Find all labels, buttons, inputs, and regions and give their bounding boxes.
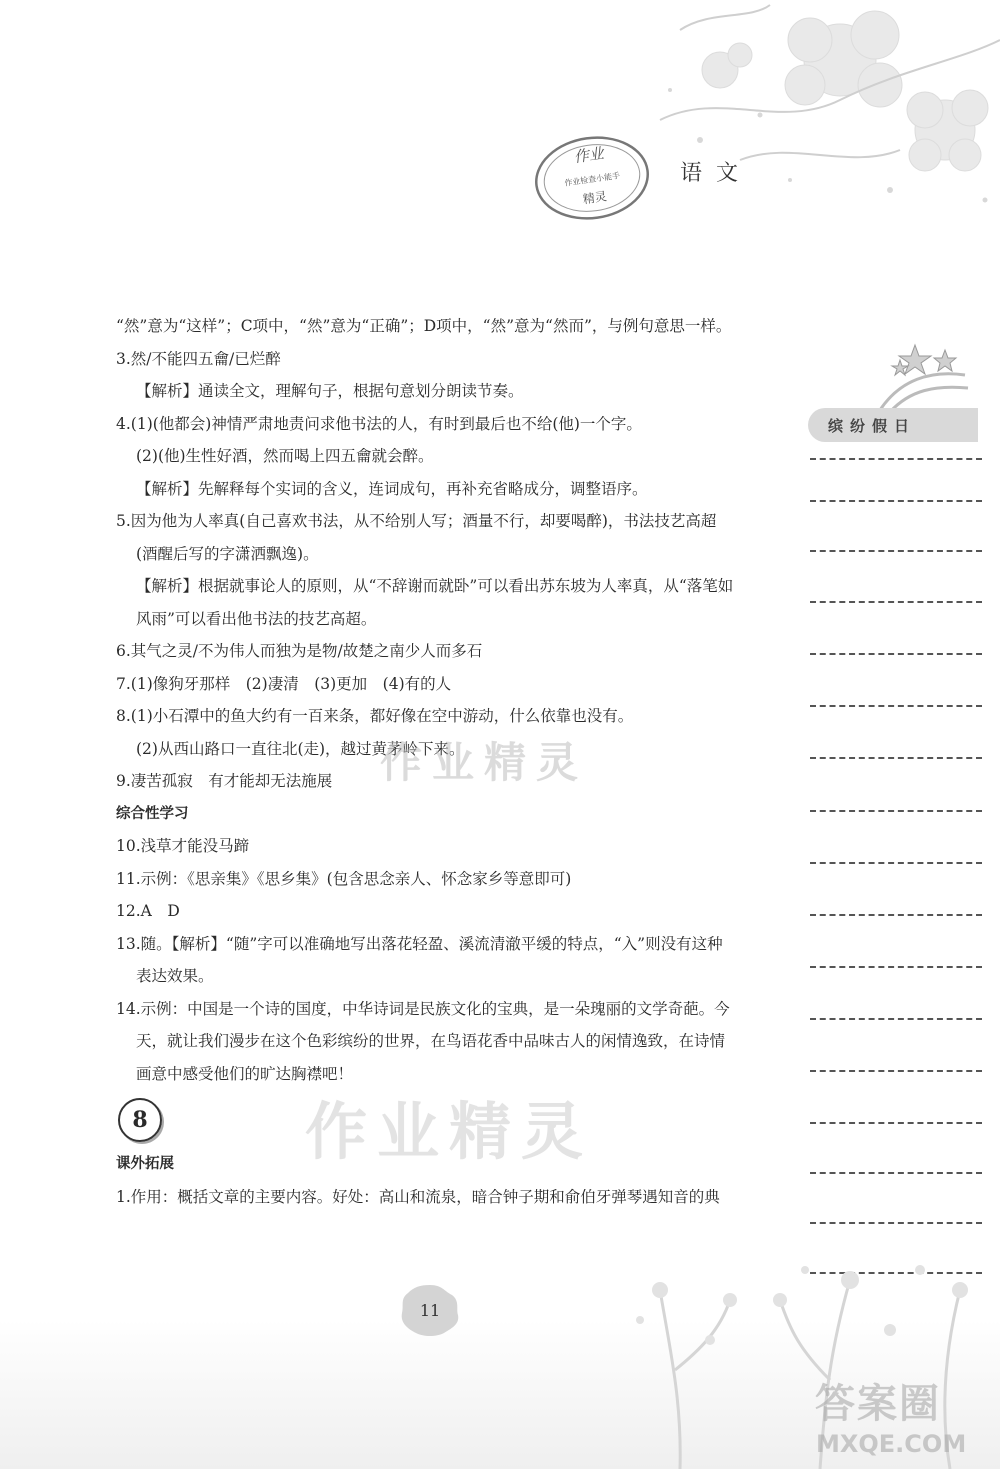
note-line: [810, 458, 982, 460]
section-heading: 课外拓展: [116, 1156, 174, 1172]
content-line: 12.A D: [116, 902, 180, 920]
content-line: 天，就让我们漫步在这个色彩缤纷的世界，在鸟语花香中品味古人的闲情逸致，在诗情: [136, 1032, 726, 1050]
note-line: [810, 810, 982, 812]
note-line: [810, 1018, 982, 1020]
content-line: (酒醒后写的字潇洒飘逸)。: [136, 544, 319, 563]
content-line: “然”意为“这样”；C项中，“然”意为“正确”；D项中，“然”意为“然而”，与例句意思一样。: [116, 317, 732, 335]
content-line: 10.浅草才能没马蹄: [116, 837, 250, 855]
content-line: 【解析】通读全文，理解句子，根据句意划分朗读节奏。: [136, 382, 524, 400]
svg-text:精灵: 精灵: [581, 189, 608, 207]
watermark: 作业精灵: [305, 1095, 594, 1168]
stars-icon: [870, 340, 970, 415]
page-number-label: 11: [419, 1300, 441, 1320]
content-line: 13.随。【解析】“随”字可以准确地写出落花轻盈、溪流清澈平缓的特点，“入”则没有这种: [116, 934, 723, 953]
content-line: 表达效果。: [136, 967, 214, 985]
site-url: MXQE.COM: [816, 1430, 967, 1458]
note-line: [810, 1122, 982, 1124]
content-line: (2)(他)生性好酒，然而喝上四五龠就会醉。: [136, 447, 434, 465]
content-line: 9.凄苦孤寂 有才能却无法施展: [116, 772, 333, 790]
stamp-seal: [530, 130, 655, 225]
lesson-number-badge: 8: [118, 1098, 162, 1142]
content-line: 5.因为他为人率真(自己喜欢书法，从不给别人写；酒量不行，却要喝醉)，书法技艺高超: [116, 512, 717, 530]
content-line: 6.其气之灵/不为伟人而独为是物/故楚之南少人而多石: [116, 642, 483, 660]
content-line: 7.(1)像狗牙那样 (2)凄清 (3)更加 (4)有的人: [116, 674, 452, 693]
note-line: [810, 862, 982, 864]
content-line: 画意中感受他们的旷达胸襟吧！: [136, 1064, 354, 1083]
note-line: [810, 1222, 982, 1224]
content-line: 11.示例：《思亲集》《思乡集》(包含思念亲人、怀念家乡等意即可): [116, 869, 572, 888]
watermark: 作业精灵: [380, 738, 589, 787]
content-line: 3.然/不能四五龠/已烂醉: [116, 349, 281, 368]
page-number: [400, 1283, 460, 1337]
site-logo: 答案圈: [815, 1381, 941, 1427]
svg-text:作业: 作业: [572, 144, 605, 167]
note-line: [810, 966, 982, 968]
floral-decoration: [640, 0, 1000, 230]
note-line: [810, 653, 982, 655]
content-line: 风雨”可以看出他书法的技艺高超。: [136, 609, 377, 628]
note-line: [810, 757, 982, 759]
note-line: [810, 1172, 982, 1174]
note-line: [810, 550, 982, 552]
note-line: [810, 705, 982, 707]
note-line: [810, 500, 982, 502]
note-line: [810, 1070, 982, 1072]
subject-title: 语文: [680, 161, 753, 186]
section-heading: 综合性学习: [116, 805, 189, 822]
svg-text:作业检查小能手: 作业检查小能手: [563, 171, 621, 188]
content-line: 1.作用：概括文章的主要内容。好处：高山和流泉，暗合钟子期和俞伯牙弹琴遇知音的典: [116, 1187, 720, 1206]
content-line: 8.(1)小石潭中的鱼大约有一百来条，都好像在空中游动，什么依靠也没有。: [116, 707, 634, 725]
content-line: 【解析】根据就事论人的原则，从“不辞谢而就卧”可以看出苏东坡为人率真，从“落笔如: [136, 577, 734, 595]
content-line: (2)从西山路口一直往北(走)，越过黄茅岭下来。: [136, 739, 465, 758]
content-line: 14.示例：中国是一个诗的国度，中华诗词是民族文化的宝典，是一朵瑰丽的文学奇葩。今: [116, 999, 730, 1018]
content-line: 4.(1)(他都会)神情严肃地责问求他书法的人，有时到最后也不给(他)一个字。: [116, 414, 642, 433]
sidebar-title: 缤纷假日: [808, 408, 978, 442]
content-line: 【解析】先解释每个实词的含义，连词成句，再补充省略成分，调整语序。: [136, 479, 648, 498]
note-line: [810, 601, 982, 603]
note-line: [810, 914, 982, 916]
